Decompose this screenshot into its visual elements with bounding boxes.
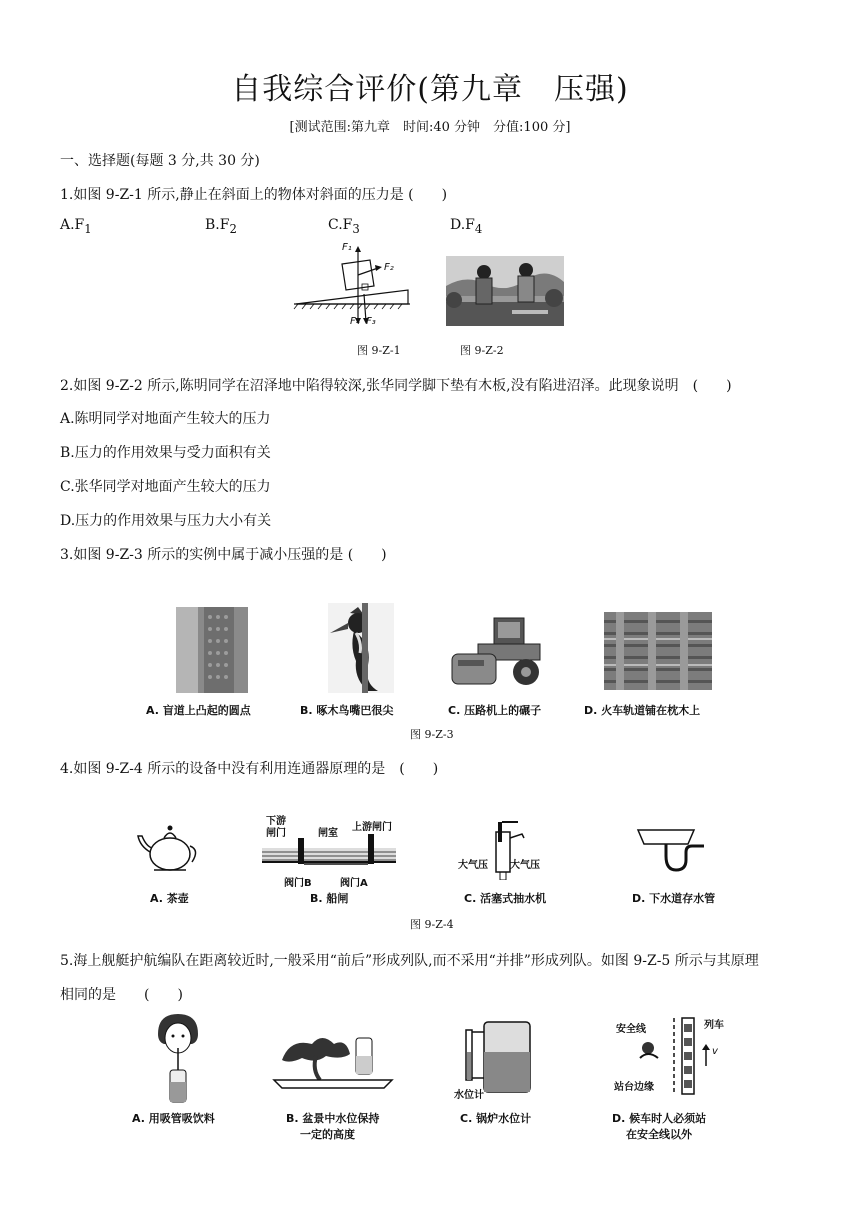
q3-fig-c-label: C. 压路机上的碾子 [448, 704, 542, 717]
fig-9-z-1-caption: 图 9-Z-1 [357, 344, 401, 357]
q2-option-c: C.张华同学对地面产生较大的压力 [60, 479, 271, 495]
lock-downstream-gate-label: 下游闸门 [266, 816, 286, 839]
section-heading: 一、选择题(每题 3 分,共 30 分) [60, 153, 260, 169]
lock-valve-a-label: 阀门A [340, 878, 368, 889]
force-label-f1: F₁ [342, 242, 352, 253]
piston-pump-diagram [478, 820, 530, 880]
pump-atm-right-label: 大气压 [510, 860, 540, 871]
test-scope: [测试范围:第九章 时间:40 分钟 分值:100 分] [289, 120, 571, 135]
force-label-f4: F₄ [350, 316, 360, 327]
q4-fig-a-label: A. 茶壶 [150, 892, 189, 905]
force-label-f2: F₂ [384, 262, 394, 273]
ship-lock-diagram [262, 834, 396, 874]
lock-upstream-gate-label: 上游闸门 [352, 822, 392, 833]
q2-option-b: B.压力的作用效果与受力面积有关 [60, 445, 271, 461]
bonsai-drawing [272, 1030, 406, 1092]
q3-fig-a-label: A. 盲道上凸起的圆点 [146, 704, 251, 717]
safety-line-label: 安全线 [616, 1024, 646, 1035]
q1-option-d: $D.F_4$ [450, 217, 483, 236]
q5-fig-c-label: C. 锅炉水位计 [460, 1112, 532, 1125]
page-title: 自我综合评价(第九章 压强) [231, 72, 629, 107]
q4-stem: 4.如图 9-Z-4 所示的设备中没有利用连通器原理的是 ( ) [60, 761, 439, 777]
swamp-photo [446, 256, 564, 326]
q5-fig-a-label: A. 用吸管吸饮料 [132, 1112, 215, 1125]
q4-fig-b-label: B. 船闸 [310, 892, 349, 905]
lock-valve-b-label: 阀门B [284, 878, 312, 889]
train-platform-diagram [672, 1016, 702, 1096]
q5-stem-line1: 5.海上舰艇护航编队在距离较近时,一般采用“前后”形成列队,而不采用“并排”形成列队。如图 9-Z-5 所示与其原理 [60, 953, 759, 969]
boiler-gauge-label: 水位计 [454, 1090, 484, 1101]
q5-fig-d-label-2: 在安全线以外 [626, 1128, 692, 1141]
q5-fig-b-label-2: 一定的高度 [300, 1128, 355, 1141]
q3-fig-b-label: B. 啄木鸟嘴巴很尖 [300, 704, 394, 717]
woodpecker-photo [328, 603, 394, 693]
fig-9-z-3-caption: 图 9-Z-3 [410, 728, 454, 741]
velocity-label: v [712, 1046, 718, 1057]
teapot-drawing [136, 822, 202, 874]
velocity-arrow [700, 1044, 712, 1066]
drain-trap-diagram [636, 826, 706, 886]
fig-9-z-4-caption: 图 9-Z-4 [410, 918, 454, 931]
q2-option-a: A.陈明同学对地面产生较大的压力 [60, 411, 271, 427]
railway-sleepers-photo [604, 612, 712, 690]
q1-option-b: $B.F_2$ [205, 217, 237, 236]
q2-stem: 2.如图 9-Z-2 所示,陈明同学在沼泽地中陷得较深,张华同学脚下垫有木板,没有陷进沼泽。此现象说明 ( ) [60, 378, 732, 394]
tactile-paving-photo [176, 607, 248, 693]
q3-fig-d-label: D. 火车轨道铺在枕木上 [584, 704, 701, 717]
q3-stem: 3.如图 9-Z-3 所示的实例中属于减小压强的是 ( ) [60, 547, 387, 563]
force-label-f3: F₃ [366, 316, 376, 327]
pump-atm-left-label: 大气压 [458, 860, 488, 871]
q1-option-a: $A.F_1$ [60, 217, 92, 236]
fig-9-z-2-caption: 图 9-Z-2 [460, 344, 504, 357]
q4-fig-c-label: C. 活塞式抽水机 [464, 892, 547, 905]
q5-fig-b-label-1: B. 盆景中水位保持 [286, 1112, 380, 1125]
platform-edge-label: 站台边缘 [614, 1082, 654, 1093]
road-roller-photo [448, 614, 548, 688]
q1-option-c: $C.F_3$ [328, 217, 360, 236]
q4-fig-d-label: D. 下水道存水管 [632, 892, 716, 905]
boiler-gauge-drawing [460, 1018, 540, 1094]
straw-drinking-drawing [152, 1012, 204, 1106]
person-on-platform-drawing [636, 1040, 662, 1062]
lock-chamber-label: 闸室 [318, 828, 338, 839]
train-label: 列车 [704, 1020, 724, 1031]
q5-stem-line2: 相同的是 ( ) [60, 987, 183, 1003]
q5-fig-d-label-1: D. 候车时人必须站 [612, 1112, 707, 1125]
q1-stem: 1.如图 9-Z-1 所示,静止在斜面上的物体对斜面的压力是 ( ) [60, 187, 448, 203]
q2-option-d: D.压力的作用效果与压力大小有关 [60, 513, 272, 529]
